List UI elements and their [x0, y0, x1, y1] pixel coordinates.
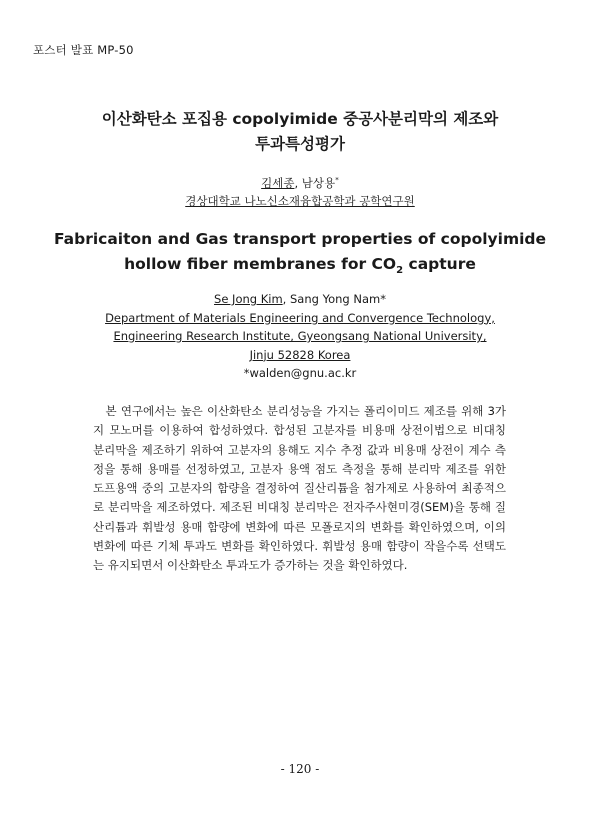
english-author-presenter: Se Jong Kim	[214, 292, 283, 306]
korean-authors-block	[0, 171, 600, 210]
page-number: - 120 -	[280, 762, 320, 776]
korean-title-line1: 이산화탄소 포집용 copolyimide 중공사분리막의 제조와	[101, 110, 499, 128]
english-location: Jinju 52828 Korea	[249, 347, 351, 362]
english-department: Department of Materials Engineering and Convergence Technology,	[105, 310, 495, 325]
session-label: 포스터 발표 MP-50	[33, 43, 134, 57]
english-email: *walden@gnu.ac.kr	[243, 366, 357, 380]
korean-author-corresponding: 남상용	[301, 175, 336, 190]
corresponding-mark: *	[335, 175, 339, 184]
korean-author-separator: ,	[294, 175, 302, 190]
korean-title-line2: 투과특성평가	[255, 135, 345, 153]
korean-title	[0, 107, 600, 157]
korean-authors	[0, 171, 600, 192]
english-title-line2-end: capture	[403, 255, 476, 273]
english-title-line2-start: hollow fiber membranes for CO	[124, 255, 397, 273]
english-authors	[0, 290, 600, 309]
english-title-line2	[0, 252, 600, 283]
english-title-line1: Fabricaiton and Gas transport properties of copolyimide	[53, 230, 547, 248]
korean-affiliation: 경상대학교 나노신소재융합공학과 공학연구원	[185, 193, 415, 208]
english-author-separator: ,	[282, 292, 290, 306]
korean-author-presenter: 김세종	[261, 175, 295, 190]
english-institute: Engineering Research Institute, Gyeongsang National University,	[113, 329, 487, 343]
english-authors-block	[0, 290, 600, 383]
co2-subscript: 2	[396, 265, 404, 277]
abstract-paragraph: 본 연구에서는 높은 이산화탄소 분리성능을 가지는 폴리이미드 제조를 위해 3가지 모노머를 이용하여 합성하였다. 합성된 고분자를 비용매 상전이법으로 비대칭 분리막을 제조하기 위하여 고분자의 용해도 지수 추정 값과 비용매 상전이 계수 측정을 통해 용매를 선정하였고, 고분자 용액 점도 측정을 통해 분리막 제조를 위한 도프용액 중의 고분자의 함량을 결정하여 질산리튬을 첨가제로 사용하여 최종적으로 분리막을 제조하였다. 제조된 비대칭 분리막은 전자주사현미경(SEM)을 통해 질산리튬과 휘발성 용매 함량에 변화에 따른 모폴로지의 변화를 확인하였으며, 이의 변화에 따른 기체 투과도 변화를 확인하였다. 휘발성 용매 함량이 작을수록 선택도는 유지되면서 이산화탄소 투과도가 증가하는 것을 확인하였다.	[93, 404, 506, 573]
english-title	[0, 227, 600, 283]
english-author-corresponding: Sang Yong Nam*	[289, 292, 386, 306]
